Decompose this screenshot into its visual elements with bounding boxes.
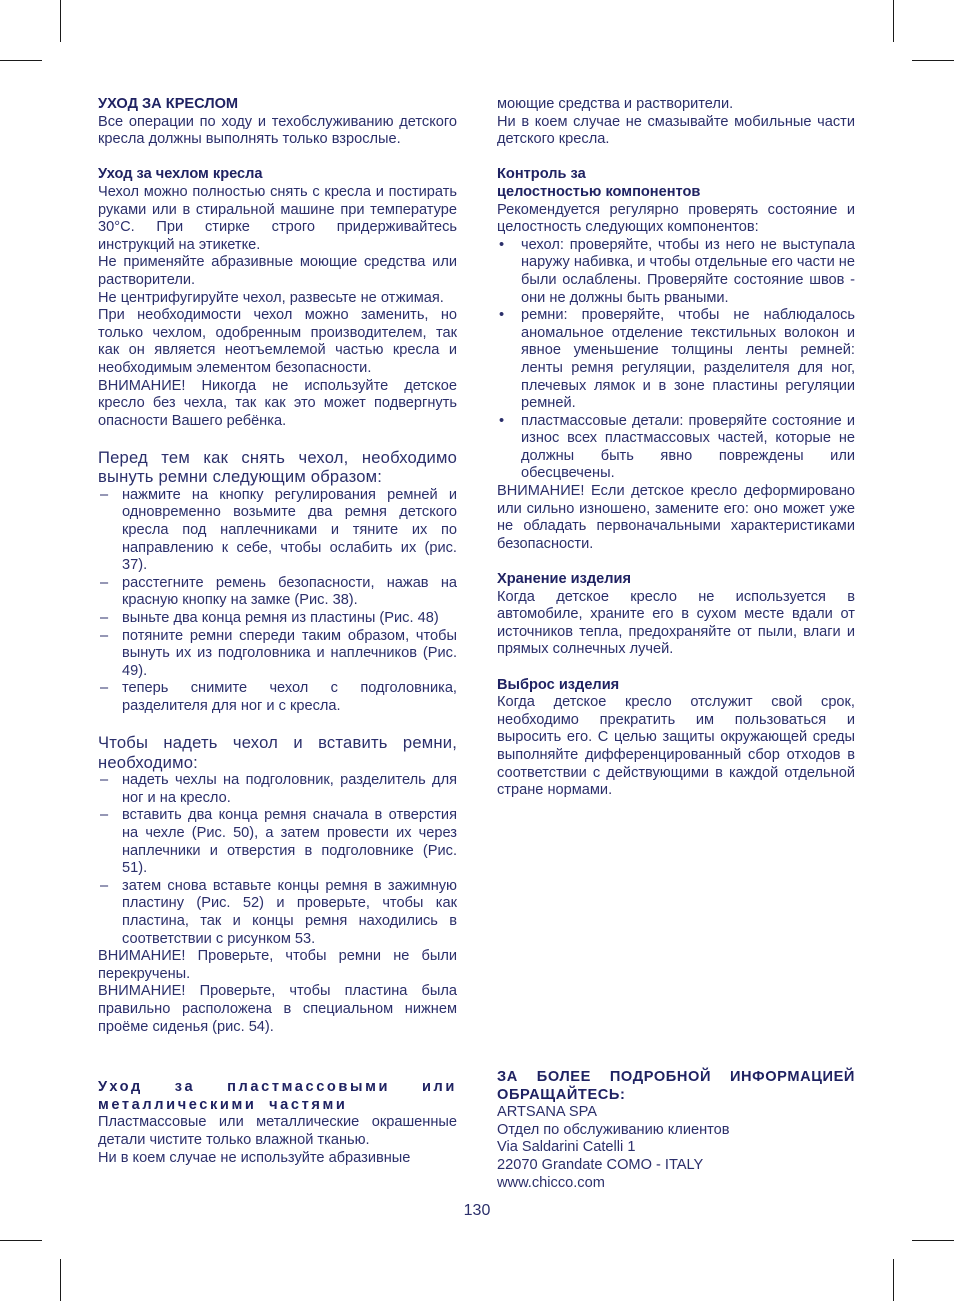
cover-paragraph: При необходимости чехол можно заменить, но только чехлом, одобренным производителем, так как он является неотъемлемой частью кресла и необходимым элементом безопасности. (98, 307, 457, 376)
dash-marker: – (100, 680, 109, 697)
plastic-paragraph: Ни в коем случае не используйте абразивные (98, 1149, 411, 1166)
list-item (497, 413, 855, 483)
bullet-marker: • (499, 412, 505, 429)
contact-company: ARTSANA SPA (497, 1104, 598, 1121)
dash-marker: – (100, 627, 109, 644)
integrity-list (497, 237, 855, 483)
dash-marker: – (100, 877, 109, 894)
continuation-text: моющие средства и растворители. (497, 96, 734, 112)
plastic-title: Уход за пластмассовыми или металлическими частями (98, 1079, 457, 1113)
crop-mark (0, 60, 42, 61)
storage-title: Хранение изделия (497, 571, 632, 588)
integrity-intro: Рекомендуется регулярно проверять состояние и целостность следующих компонентов: (497, 201, 855, 236)
crop-mark (893, 0, 894, 42)
cover-paragraph: Чехол можно полностью снять с кресла и постирать руками или в стиральной машине при температуре 30°С. При стирке строго придерживайтесь инструкций на этикетке. (98, 183, 457, 253)
disposal-text: Когда детское кресло отслужит свой срок, необходимо прекратить им пользоваться и выросить его. С целью защиты окружающей среды выполняйте дифференцированный сбор отходов в соответствии с действующими в каждой отдельной стране нормами. (497, 694, 855, 799)
crop-mark (0, 1240, 42, 1241)
list-item (98, 628, 457, 681)
list-item-text: чехол: проверяйте, чтобы из него не выступала наружу набивка, и чтобы отдельные его части не были ослаблены. Проверяйте состояние швов - они не должны быть рваными. (521, 236, 855, 306)
contact-street: Via Saldarini Catelli 1 (497, 1139, 636, 1156)
bullet-marker: • (499, 236, 505, 253)
contact-department: Отдел по обслуживанию клиентов (497, 1121, 730, 1138)
continuation-text: Ни в коем случае не смазывайте мобильные части детского кресла. (497, 113, 855, 148)
install-warning: ВНИМАНИЕ! Проверьте, чтобы пластина была правильно расположена в специальном нижнем проёме сиденья (рис. 54). (98, 983, 457, 1035)
contact-block (497, 1069, 855, 1192)
dash-marker: – (100, 486, 109, 503)
list-item-text: пластмассовые детали: проверяйте состояние и износ всех пластмассовых частей, которые не должны быть явно повреждены или обесцвечены. (521, 412, 855, 482)
contact-city: 22070 Grandate COMO - ITALY (497, 1156, 704, 1173)
care-title: УХОД ЗА КРЕСЛОМ (98, 96, 239, 112)
crop-mark (912, 60, 954, 61)
remove-steps-list (98, 487, 457, 716)
list-item-text: выньте два конца ремня из пластины (Рис. 48) (122, 610, 439, 627)
list-item-text: ремни: проверяйте, чтобы не наблюдалось аномальное отделение текстильных волокон и явное уменьшение толщины ленты ремней: ленты ремня регуляции, разделителя для ног, плечевых лямок и в зоне пластины регуляции ремней. (521, 307, 855, 412)
remove-intro: Перед тем как снять чехол, необходимо вынуть ремни следующим образом: (98, 447, 457, 487)
cover-title: Уход за чехлом кресла (98, 166, 263, 183)
list-item-text: надеть чехлы на подголовник, разделитель для ног и на кресло. (122, 772, 457, 806)
integrity-warning: ВНИМАНИЕ! Если детское кресло деформировано или сильно изношено, замените его: оно может уже не обладать первоначальными характеристиками безопасности. (497, 483, 855, 552)
list-item (98, 487, 457, 575)
list-item-text: затем снова вставьте концы ремня в зажимную пластину (Рис. 52) и проверьте, чтобы как пластина, так и концы ремня находились в соответствии с рисунком 53. (122, 877, 457, 947)
list-item-text: вставить два конца ремня сначала в отверстия на чехле (Рис. 50), а затем провести их через наплечники и отверстия в подголовнике (Рис. 51). (122, 807, 457, 877)
list-item-text: теперь снимите чехол с подголовника, разделителя для ног и с кресла. (122, 680, 457, 714)
list-item (98, 878, 457, 948)
crop-mark (893, 1259, 894, 1301)
list-item (497, 237, 855, 307)
dash-marker: – (100, 610, 109, 627)
crop-mark (912, 1240, 954, 1241)
dash-marker: – (100, 772, 109, 789)
bullet-marker: • (499, 307, 505, 324)
cover-paragraph: Не применяйте абразивные моющие средства или растворители. (98, 254, 457, 288)
dash-marker: – (100, 807, 109, 824)
left-column (98, 96, 457, 1167)
crop-mark (60, 1259, 61, 1301)
cover-paragraph: Не центрифугируйте чехол, развесьте не отжимая. (98, 289, 444, 306)
list-item (98, 680, 457, 715)
right-column (497, 96, 855, 800)
dash-marker: – (100, 574, 109, 591)
integrity-title: Контроль за (497, 166, 586, 183)
list-item (497, 307, 855, 413)
page-number: 130 (463, 1202, 491, 1219)
install-intro: Чтобы надеть чехол и вставить ремни, необходимо: (98, 733, 457, 772)
crop-mark (60, 0, 61, 42)
integrity-title: целостностью компонентов (497, 183, 701, 200)
list-item-text: потяните ремни спереди таким образом, чтобы вынуть их из подголовника и наплечников (Рис. 49). (122, 627, 457, 679)
contact-website[interactable]: www.chicco.com (497, 1174, 605, 1191)
list-item (98, 772, 457, 807)
list-item (98, 807, 457, 877)
care-text: Все операции по ходу и техобслуживанию детского кресла должны выполнять только взрослые. (98, 113, 457, 148)
disposal-title: Выброс изделия (497, 676, 620, 693)
list-item (98, 575, 457, 610)
install-warning: ВНИМАНИЕ! Проверьте, чтобы ремни не были перекручены. (98, 948, 457, 982)
install-steps-list (98, 772, 457, 948)
cover-warning: ВНИМАНИЕ! Никогда не используйте детское кресло без чехла, так как это может подвергнуть опасности Вашего ребёнка. (98, 377, 457, 429)
plastic-paragraph: Пластмассовые или металлические окрашенные детали чистите только влажной тканью. (98, 1114, 457, 1149)
contact-title: ЗА БОЛЕЕ ПОДРОБНОЙ ИНФОРМАЦИЕЙ ОБРАЩАЙТЕСЬ: (497, 1069, 855, 1103)
storage-text: Когда детское кресло не используется в автомобиле, храните его в сухом месте вдали от источников тепла, предохраняйте от пыли, влаги и прямых солнечных лучей. (497, 588, 855, 658)
list-item (98, 610, 457, 628)
list-item-text: расстегните ремень безопасности, нажав на красную кнопку на замке (Рис. 38). (122, 574, 457, 609)
list-item-text: нажмите на кнопку регулирования ремней и одновременно возьмите два ремня детского кресла под наплечниками и тяните их по направлению к себе, чтобы ослабить их (рис. 37). (122, 486, 457, 574)
